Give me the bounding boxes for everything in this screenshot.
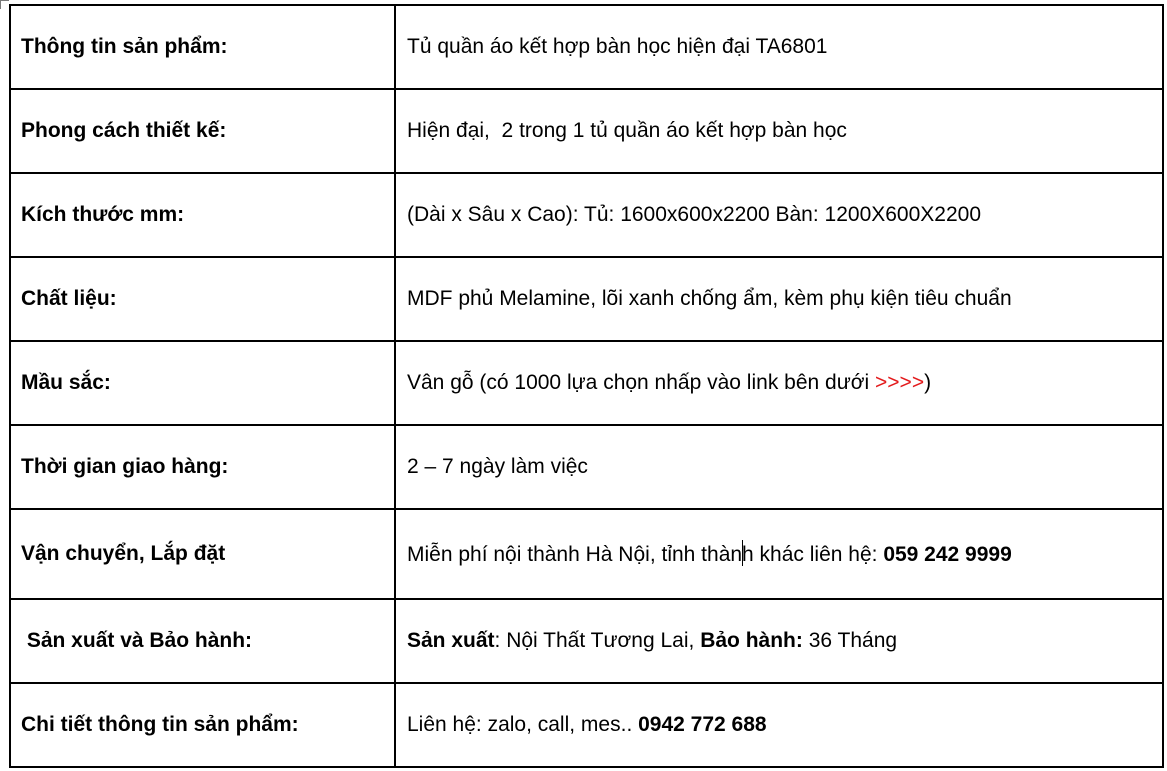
- contact-text: Liên hệ: zalo, call, mes..: [407, 713, 639, 736]
- shipping-text-start: Miễn phí nội thành Hà Nội, tỉnh thàn: [407, 543, 743, 566]
- color-options-link[interactable]: >>>>: [875, 371, 925, 394]
- table-row: [10, 683, 1163, 767]
- row-value: [395, 599, 1163, 683]
- color-value-text: Vân gỗ (có 1000 lựa chọn nhấp vào link bên dưới: [407, 371, 876, 394]
- row-label: Sản xuất và Bảo hành:: [10, 599, 395, 683]
- table-row: [10, 599, 1163, 683]
- contact-phone: 0942 772 688: [638, 713, 767, 736]
- manufacture-label: Sản xuất: [407, 629, 495, 652]
- row-value: 2 – 7 ngày làm việc: [395, 425, 1163, 509]
- table-row: [10, 5, 1163, 89]
- row-label: Mầu sắc:: [10, 341, 395, 425]
- row-value: [395, 341, 1163, 425]
- table-row: [10, 173, 1163, 257]
- shipping-phone: 059 242 9999: [883, 543, 1012, 566]
- row-value: (Dài x Sâu x Cao): Tủ: 1600x600x2200 Bàn: 1200X600X2200: [395, 173, 1163, 257]
- row-label: Chất liệu:: [10, 257, 395, 341]
- warranty-value: 36 Tháng: [802, 629, 898, 652]
- row-value: Hiện đại, 2 trong 1 tủ quần áo kết hợp bàn học: [395, 89, 1163, 173]
- row-label: Kích thước mm:: [10, 173, 395, 257]
- product-spec-table: [9, 4, 1164, 768]
- table-row: [10, 89, 1163, 173]
- table-row: [10, 509, 1163, 599]
- row-value[interactable]: [395, 509, 1163, 599]
- color-value-close: ): [924, 371, 932, 394]
- shipping-text-end: h khác liên hệ:: [742, 543, 884, 566]
- manufacture-value: : Nội Thất Tương Lai,: [494, 629, 701, 652]
- row-value: Tủ quần áo kết hợp bàn học hiện đại TA6801: [395, 5, 1163, 89]
- table-row: [10, 341, 1163, 425]
- table-row: [10, 257, 1163, 341]
- page-corner-mark: [0, 0, 9, 9]
- row-label: Chi tiết thông tin sản phẩm:: [10, 683, 395, 767]
- row-label: Thông tin sản phẩm:: [10, 5, 395, 89]
- row-label: Thời gian giao hàng:: [10, 425, 395, 509]
- table-row: [10, 425, 1163, 509]
- row-label: Phong cách thiết kế:: [10, 89, 395, 173]
- row-label: Vận chuyển, Lắp đặt: [10, 509, 395, 599]
- row-value: [395, 683, 1163, 767]
- row-value: MDF phủ Melamine, lõi xanh chống ẩm, kèm phụ kiện tiêu chuẩn: [395, 257, 1163, 341]
- warranty-label: Bảo hành:: [700, 629, 803, 652]
